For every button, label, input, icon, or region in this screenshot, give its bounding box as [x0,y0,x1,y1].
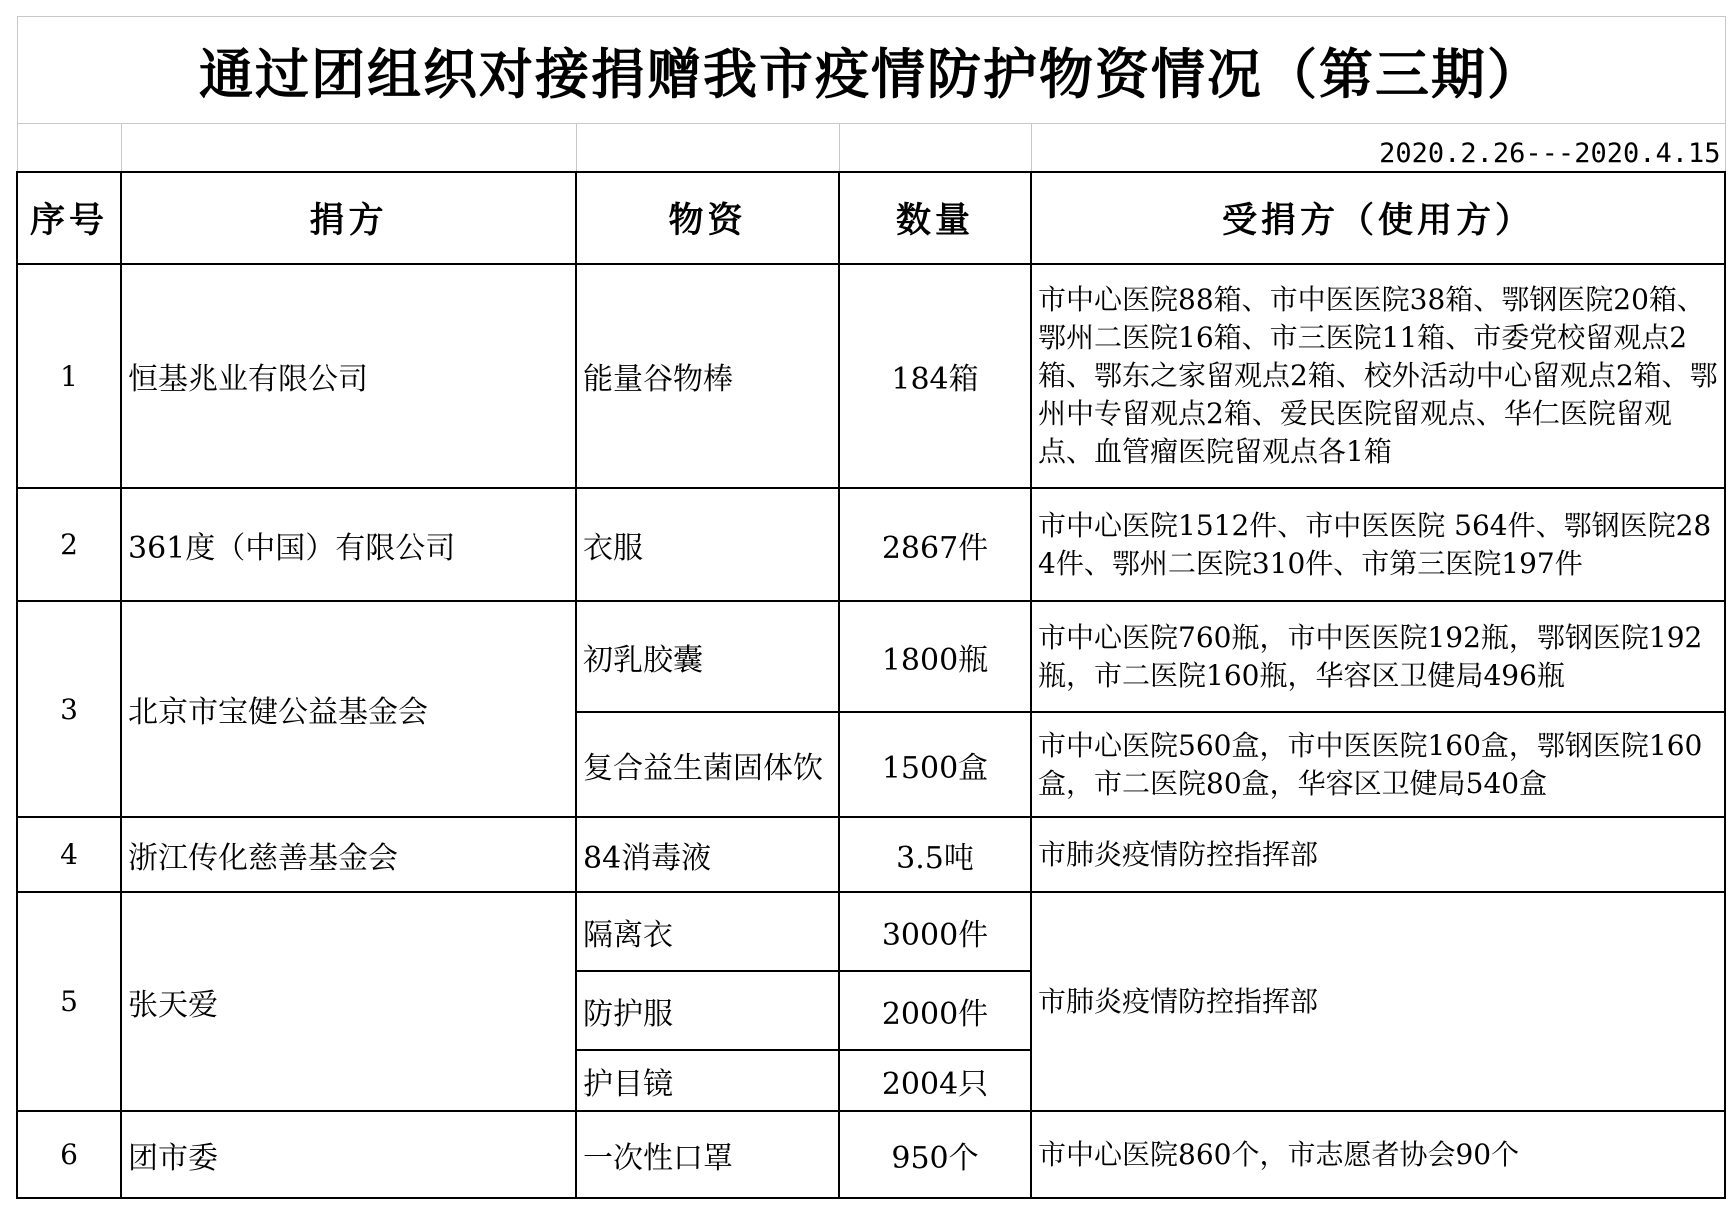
recipient-cell[interactable]: 市中心医院860个，市志愿者协会90个 [1031,1111,1725,1198]
date-range[interactable]: 2020.2.26---2020.4.15 [1031,124,1725,173]
header-donor[interactable]: 捐方 [121,172,576,264]
quantity-cell[interactable]: 3.5吨 [839,817,1031,892]
quantity-cell[interactable]: 184箱 [839,264,1031,488]
donor-cell[interactable]: 张天爱 [121,892,576,1111]
row-index[interactable]: 3 [17,601,121,817]
empty-cell[interactable] [17,124,121,173]
header-row [17,172,1725,264]
quantity-cell[interactable]: 1800瓶 [839,601,1031,712]
table-row [17,1111,1725,1198]
row-index[interactable]: 5 [17,892,121,1111]
quantity-cell[interactable]: 2000件 [839,971,1031,1050]
quantity-cell[interactable]: 1500盒 [839,712,1031,817]
header-quantity[interactable]: 数量 [839,172,1031,264]
recipient-cell[interactable]: 市中心医院88箱、市中医医院38箱、鄂钢医院20箱、鄂州二医院16箱、市三医院11箱、市委党校留观点2箱、鄂东之家留观点2箱、校外活动中心留观点2箱、鄂州中专留观点2箱、爱民医院留观点、华仁医院留观点、血管瘤医院留观点各1箱 [1031,264,1725,488]
quantity-cell[interactable]: 2004只 [839,1050,1031,1111]
quantity-cell[interactable]: 950个 [839,1111,1031,1198]
item-cell[interactable]: 一次性口罩 [576,1111,839,1198]
row-index[interactable]: 4 [17,817,121,892]
donor-cell[interactable]: 恒基兆业有限公司 [121,264,576,488]
spreadsheet [16,16,1724,1202]
item-cell[interactable]: 初乳胶囊 [576,601,839,712]
recipient-cell[interactable]: 市肺炎疫情防控指挥部 [1031,892,1725,1111]
table-row [17,892,1725,971]
item-cell[interactable]: 隔离衣 [576,892,839,971]
row-index[interactable]: 6 [17,1111,121,1198]
table-row [17,601,1725,712]
donor-cell[interactable]: 北京市宝健公益基金会 [121,601,576,817]
item-cell[interactable]: 能量谷物棒 [576,264,839,488]
header-item[interactable]: 物资 [576,172,839,264]
table-row [17,488,1725,601]
recipient-cell[interactable]: 市中心医院1512件、市中医医院 564件、鄂钢医院284件、鄂州二医院310件、市第三医院197件 [1031,488,1725,601]
table-row [17,817,1725,892]
page-title[interactable]: 通过团组织对接捐赠我市疫情防护物资情况（第三期） [17,17,1725,124]
donation-table [16,16,1726,1199]
item-cell[interactable]: 复合益生菌固体饮 [576,712,839,817]
empty-cell[interactable] [576,124,839,173]
recipient-cell[interactable]: 市肺炎疫情防控指挥部 [1031,817,1725,892]
header-recipient[interactable]: 受捐方（使用方） [1031,172,1725,264]
item-cell[interactable]: 84消毒液 [576,817,839,892]
empty-cell[interactable] [839,124,1031,173]
quantity-cell[interactable]: 2867件 [839,488,1031,601]
empty-cell[interactable] [121,124,576,173]
recipient-cell[interactable]: 市中心医院760瓶，市中医医院192瓶，鄂钢医院192瓶，市二医院160瓶，华容区卫健局496瓶 [1031,601,1725,712]
donor-cell[interactable]: 团市委 [121,1111,576,1198]
quantity-cell[interactable]: 3000件 [839,892,1031,971]
header-index[interactable]: 序号 [17,172,121,264]
item-cell[interactable]: 防护服 [576,971,839,1050]
row-index[interactable]: 1 [17,264,121,488]
item-cell[interactable]: 护目镜 [576,1050,839,1111]
recipient-cell[interactable]: 市中心医院560盒，市中医医院160盒，鄂钢医院160盒，市二医院80盒，华容区卫健局540盒 [1031,712,1725,817]
donor-cell[interactable]: 浙江传化慈善基金会 [121,817,576,892]
item-cell[interactable]: 衣服 [576,488,839,601]
row-index[interactable]: 2 [17,488,121,601]
donor-cell[interactable]: 361度（中国）有限公司 [121,488,576,601]
table-row [17,264,1725,488]
